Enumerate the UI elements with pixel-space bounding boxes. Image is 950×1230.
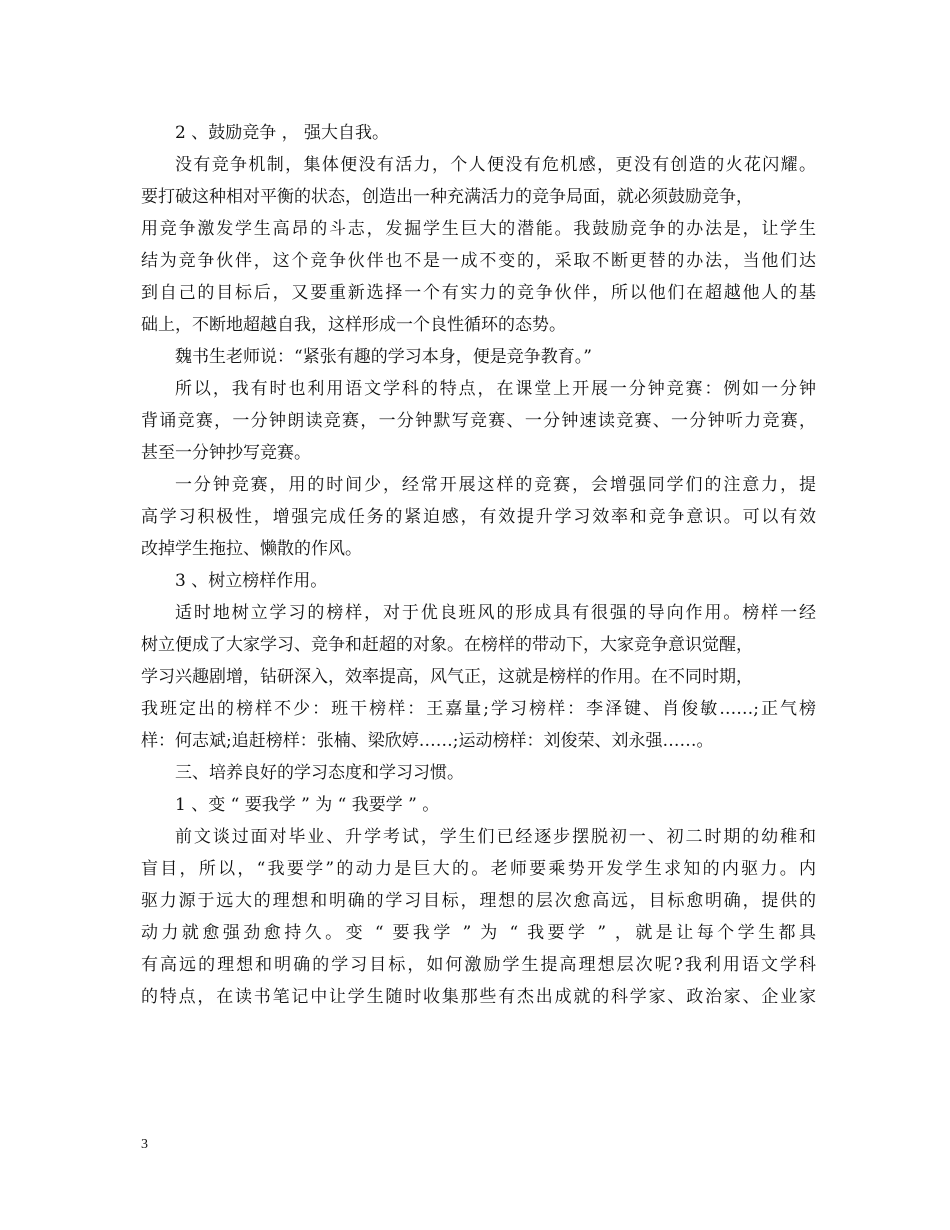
text-line: 到自己的目标后，又要重新选择一个有实力的竞争伙伴，所以他们在超越他人的基 [141,283,816,303]
text-line: 础上，不断地超越自我，这样形成一个良性循环的态势。 [141,315,566,335]
text-line: 2 、鼓励竞争 ， 强大自我。 [175,123,390,143]
text-line: 魏书生老师说：“紧张有趣的学习本身，便是竞争教育。” [175,347,592,367]
text-line: 前文谈过面对毕业、升学考试，学生们已经逐步摆脱初一、初二时期的幼稚和 [175,827,816,847]
text-line: 甚至一分钟抄写竞赛。 [141,443,311,463]
text-line: 背诵竞赛，一分钟朗读竞赛，一分钟默写竞赛、一分钟速读竞赛、一分钟听力竞赛， [141,411,816,431]
text-line: 的特点，在读书笔记中让学生随时收集那些有杰出成就的科学家、政治家、企业家 [141,987,816,1007]
text-line: 有高远的理想和明确的学习目标，如何激励学生提高理想层次呢?我利用语文学科 [141,955,816,975]
page-number: 3 [141,1137,148,1152]
text-line: 改掉学生拖拉、懒散的作风。 [141,539,362,559]
text-line: 一分钟竞赛，用的时间少，经常开展这样的竞赛，会增强同学们的注意力，提 [175,475,816,495]
text-line: 要打破这种相对平衡的状态，创造出一种充满活力的竞争局面，就必须鼓励竞争， [141,187,753,207]
text-line: 三、培养良好的学习态度和学习习惯。 [175,763,464,783]
text-line: 驱力源于远大的理想和明确的学习目标，理想的层次愈高远，目标愈明确，提供的 [141,891,816,911]
text-line: 我班定出的榜样不少：班干榜样：王嘉量;学习榜样：李泽键、肖俊敏……;正气榜 [141,699,816,719]
text-line: 树立便成了大家学习、竞争和赶超的对象。在榜样的带动下，大家竞争意识觉醒， [141,635,753,655]
text-line: 所以，我有时也利用语文学科的特点，在课堂上开展一分钟竞赛：例如一分钟 [175,379,816,399]
text-line: 3 、树立榜样作用。 [175,571,328,591]
text-line: 用竞争激发学生高昂的斗志，发掘学生巨大的潜能。我鼓励竞争的办法是，让学生 [141,219,816,239]
body-text [141,117,816,1013]
text-line: 动力就愈强劲愈持久。变 “ 要我学 ” 为 “ 我要学 ” ，就是让每个学生都具 [141,923,816,943]
text-line: 没有竞争机制，集体便没有活力，个人便没有危机感，更没有创造的火花闪耀。 [175,155,816,175]
text-line: 高学习积极性，增强完成任务的紧迫感，有效提升学习效率和竞争意识。可以有效 [141,507,816,527]
text-line: 结为竞争伙伴，这个竞争伙伴也不是一成不变的，采取不断更替的办法，当他们达 [141,251,816,271]
text-line: 学习兴趣剧增，钻研深入，效率提高，风气正，这就是榜样的作用。在不同时期， [141,667,753,687]
text-line: 样：何志斌;追赶榜样：张楠、梁欣婷……;运动榜样：刘俊荣、刘永强……。 [141,731,714,751]
text-line: 盲目，所以，“我要学”的动力是巨大的。老师要乘势开发学生求知的内驱力。内 [141,859,816,879]
text-line: 适时地树立学习的榜样，对于优良班风的形成具有很强的导向作用。榜样一经 [175,603,816,623]
text-line: 1 、变 “ 要我学 ” 为 “ 我要学 ” 。 [175,795,440,815]
